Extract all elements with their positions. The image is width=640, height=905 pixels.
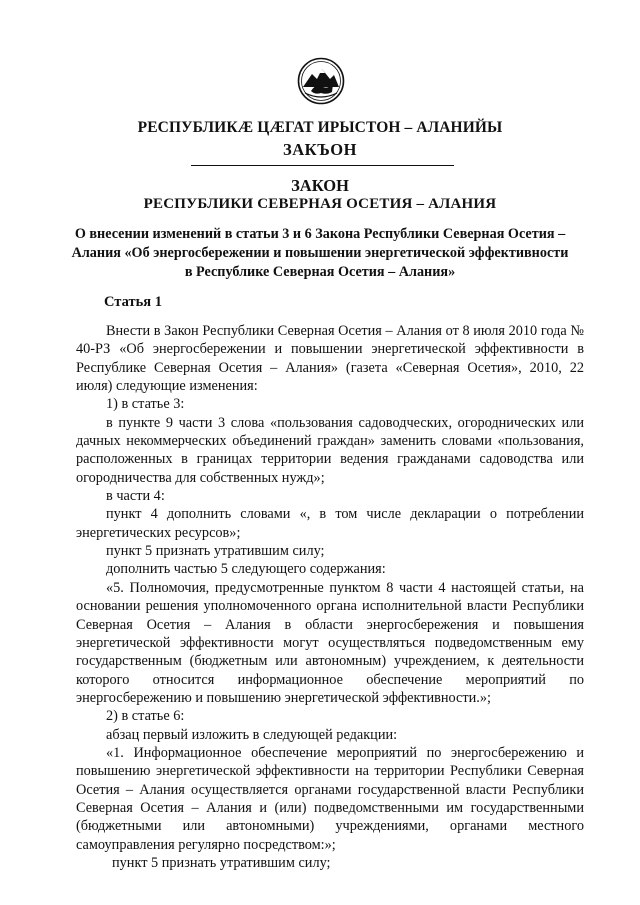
article-heading: Статья 1 [104, 294, 162, 310]
paragraph: 1) в статье 3: [106, 396, 185, 413]
header-divider [191, 165, 454, 166]
paragraph: дополнить частью 5 следующего содержания: [106, 561, 386, 578]
paragraph: пункт 4 дополнить словами «, в том числе декларации о потреблении энергетических ресурсов»; [76, 506, 584, 541]
paragraph: «1. Информационное обеспечение мероприятий по энергосбережению и повышению энергетической эффективности на территории Республики Северная Осетия – Алания осуществляется органами государственной власти Республики Северная Осетия – Алания и (или) подведомственными им государственными (бюджетными или автономными) учреждениями, органами местного самоуправления регулярно посредством:»; [76, 744, 584, 853]
law-title: О внесении изменений в статьи 3 и 6 Закона Республики Северная Осетия – Алания «Об энергосбережении и повышении энергетической эффективности в Республике Северная Осетия – Алания» [71, 226, 569, 280]
paragraph: пункт 5 признать утратившим силу; [112, 854, 331, 871]
paragraph: в пункте 9 части 3 слова «пользования садоводческих, огороднических или дачных некоммерческих объединений граждан» заменить словами «пользования, расположенных в границах территории ведения гражданами садоводства или огородничества для собственных нужд»; [76, 414, 584, 486]
republic-name-russian: РЕСПУБЛИКИ СЕВЕРНАЯ ОСЕТИЯ – АЛАНИЯ [143, 196, 497, 212]
paragraph: пункт 5 признать утратившим силу; [106, 543, 325, 560]
paragraph: абзац первый изложить в следующей редакции: [106, 726, 398, 743]
paragraph: «5. Полномочия, предусмотренные пунктом 8 части 4 настоящей статьи, на основании решения уполномоченного органа исполнительной власти Республики Северная Осетия – Алания в области энергосбережения и повышения энергетической эффективности могут осуществляться подведомственным ему государственным (бюджетным или автономным) учреждением, к деятельности которого относится информационное обеспечение мероприятий по энергосбережению и повышению энергетической эффективности.»; [76, 579, 584, 706]
paragraph: 2) в статье 6: [106, 708, 185, 725]
republic-name-ossetian: РЕСПУБЛИКÆ ЦÆГАТ ИРЫСТОН – АЛАНИЙЫ [137, 119, 503, 136]
law-label-russian: ЗАКОН [291, 176, 349, 195]
law-label-ossetian: ЗАКЪОН [283, 140, 357, 159]
article-body [76, 322, 584, 872]
coat-of-arms-emblem [297, 57, 345, 105]
paragraph: в части 4: [106, 488, 165, 505]
paragraph: Внести в Закон Республики Северная Осетия – Алания от 8 июля 2010 года № 40-РЗ «Об энергосбережении и повышении энергетической эффективности в Республике Северная Осетия – Алания» (газета «Северная Осетия», 2010, 22 июля) следующие изменения: [76, 323, 584, 395]
